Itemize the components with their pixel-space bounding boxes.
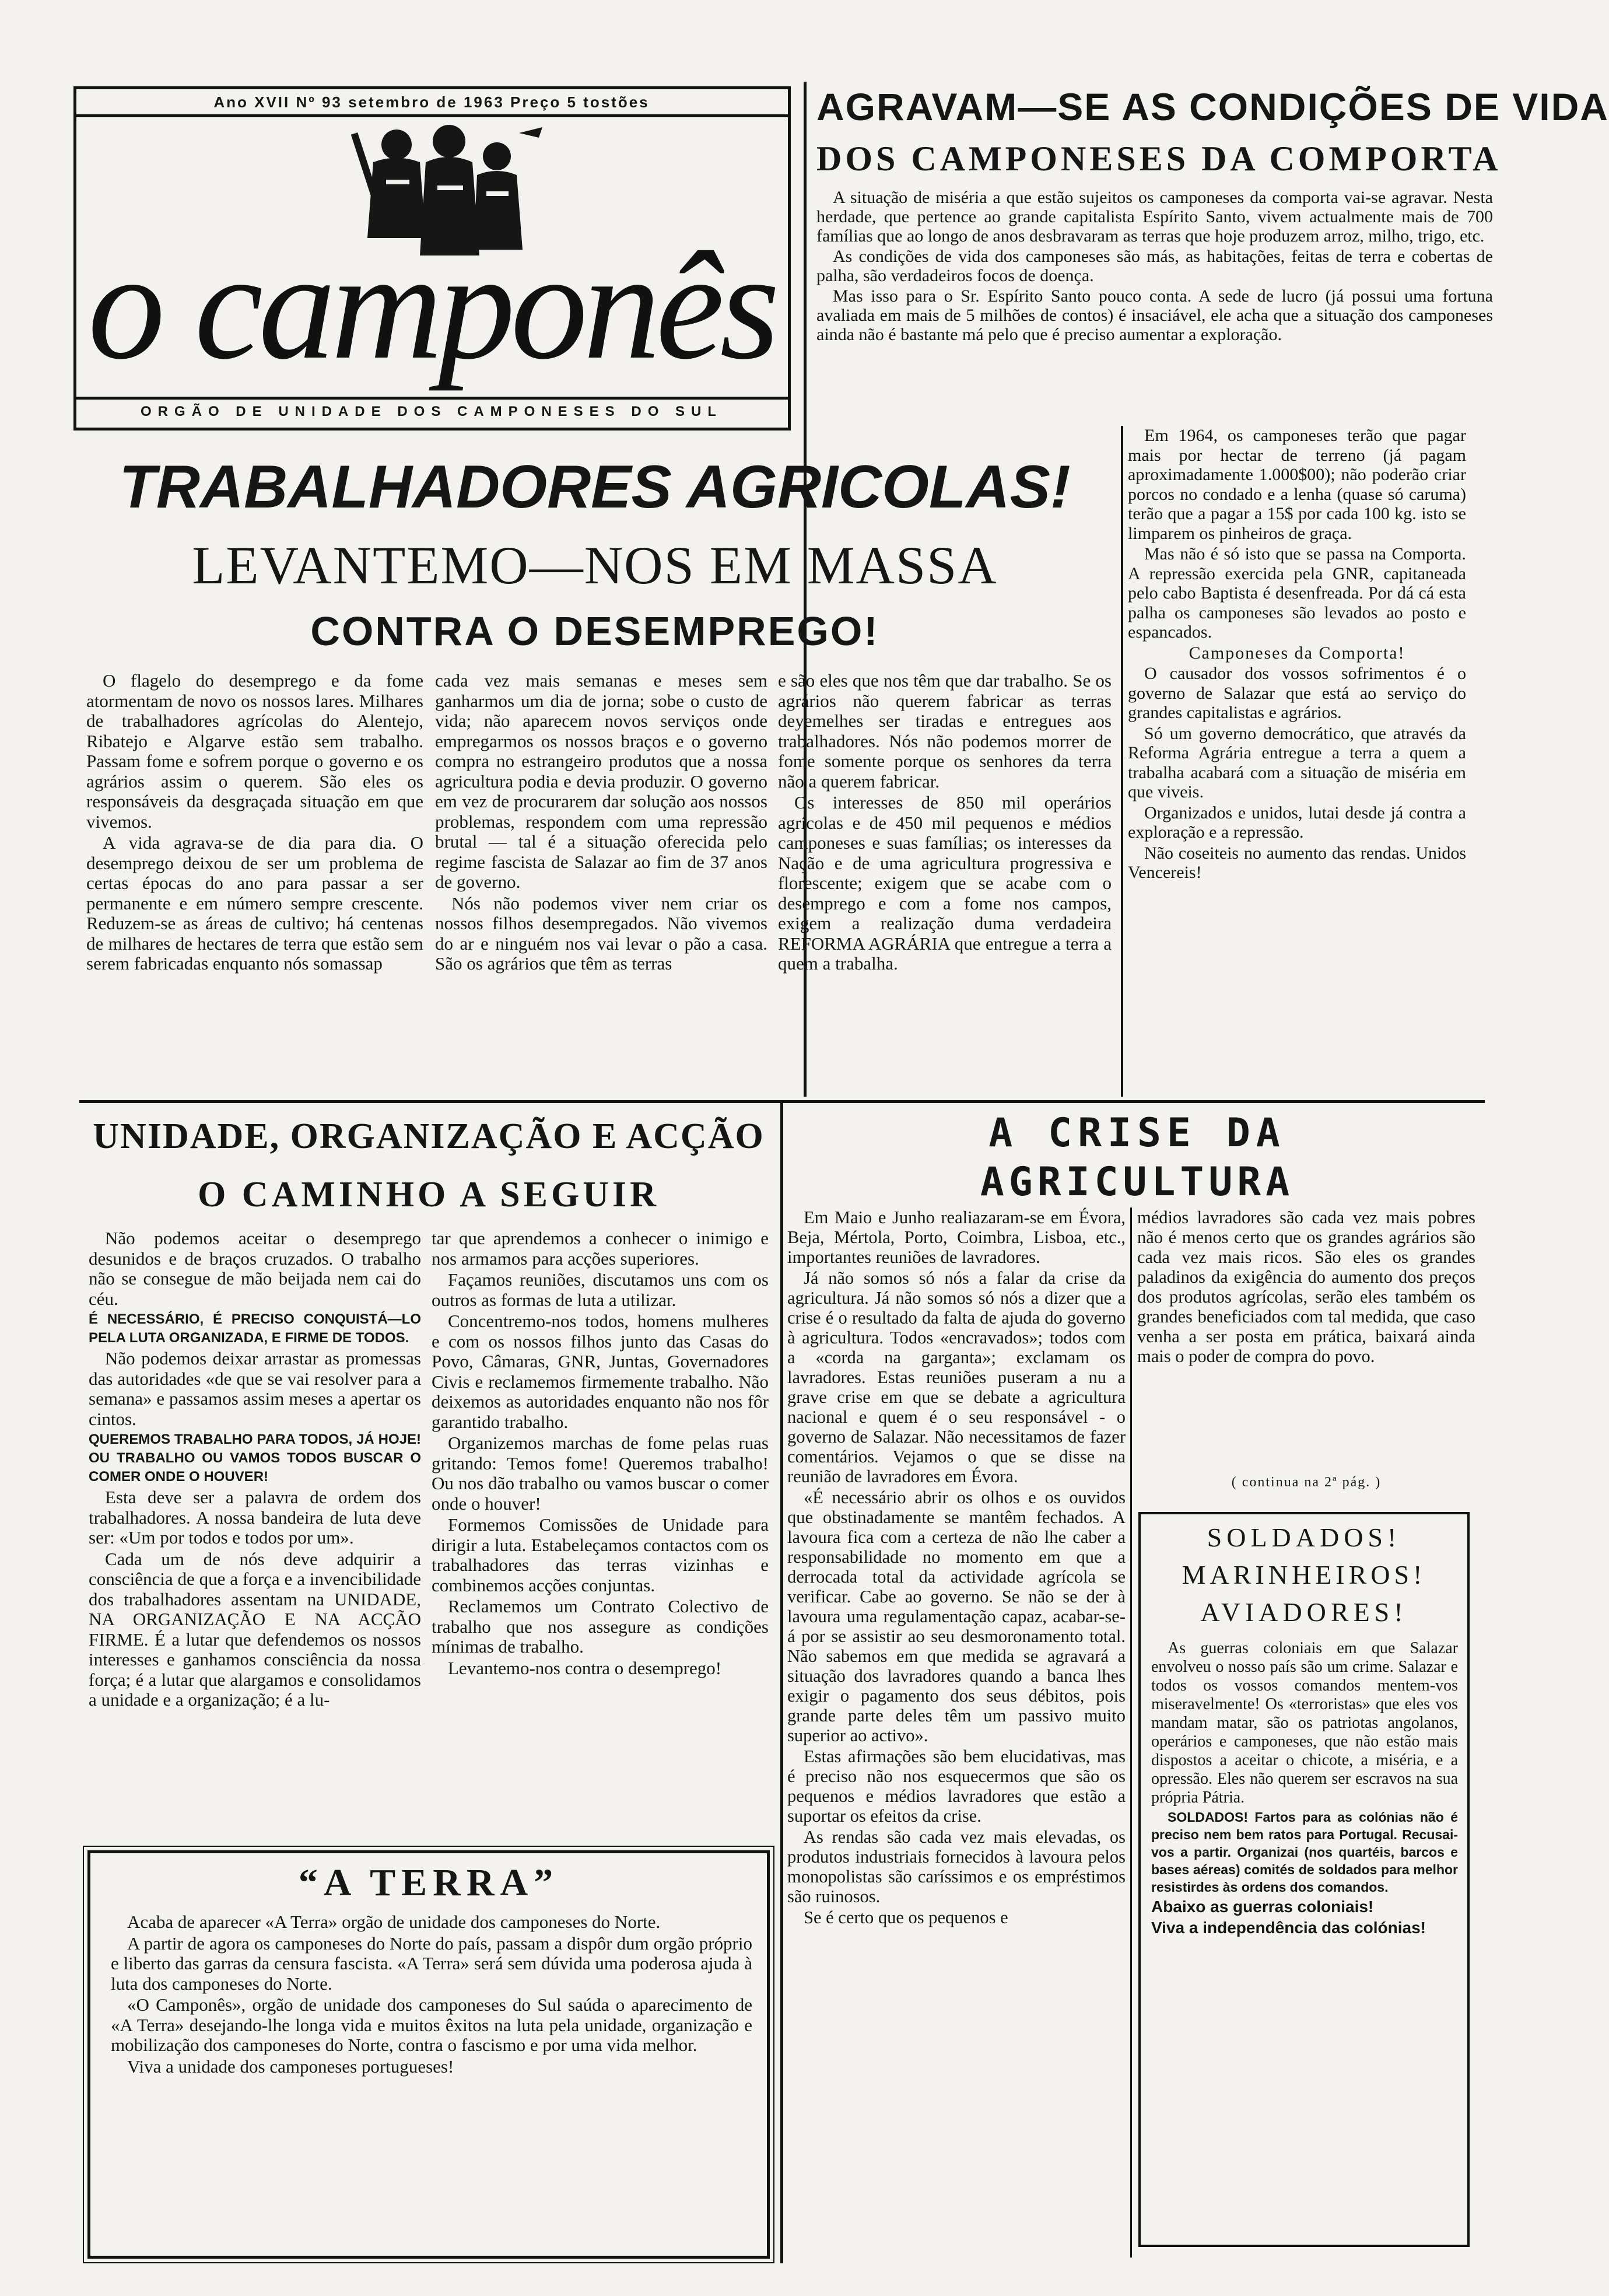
column-rule-bottom (780, 1102, 783, 2263)
main-paragraph: O flagelo do desemprego e da fome atormentam de novo os nossos lares. Milhares de trabalhadores agrícolas do Alentejo, Ribatejo e Algarve estão sem trabalho. Passam fome e sofrem porque o governo e os agrários assim o querem. São eles os responsáveis da desgraçada situação em que vivemos. (86, 670, 423, 832)
main-column-1 (86, 671, 423, 1091)
main-paragraph: A vida agrava-se de dia para dia. O desemprego deixou de ser um problema de certas épocas do ano para passar a ser permanente e em número sempre crescente. Reduzem-se as áreas de cultivo; há centenas de milhares de hectares de terra que estão sem serem fabricadas enquanto nós somassap (86, 832, 423, 974)
masthead-bottom-rule (73, 397, 791, 400)
comporta-headline-1: AGRAVAM—SE AS CONDIÇÕES DE VIDA (816, 85, 1609, 128)
unidade-paragraph: Levantemo-nos contra o desemprego! (448, 1657, 722, 1678)
crise-paragraph: As rendas são cada vez mais elevadas, os produtos industriais fornecidos à lavoura pelos monopolistas são caríssimos e os empréstimos são ruinosos. (787, 1827, 1126, 1906)
crise-paragraph: médios lavradores são cada vez mais pobres não é menos certo que os grandes agrários são cada vez mais ricos. São eles os grandes paladinos da exigência do aumento dos preços dos produtos agrícolas, serão eles também os grandes beneficiados com tal medida, que caso venha a ser posta em prática, baixará ainda mais o poder de compra do povo. (1137, 1208, 1475, 1366)
main-paragraph: Os interesses de 850 mil operários agrícolas e de 450 mil pequenos e médios camponeses e suas famílias; os interesses da Nação e de uma agricultura progressiva e florescente; exigem que se acabe com o desemprego e com a fome nos campos, exigem a realização duma verdadeira REFORMA AGRÁRIA que entregue a terra a quem a trabalha. (778, 792, 1112, 974)
masthead-top-rule (73, 114, 791, 117)
masthead-tagline: ORGÃO DE UNIDADE DOS CAMPONESES DO SUL (140, 404, 723, 419)
crise-headline-1: A CRISE DA (988, 1110, 1286, 1156)
soldados-paragraph: SOLDADOS! Fartos para as colónias não é preciso nem bem ratos para Portugal. Recusai-vos a partir. Organizai (nos quartéis, barcos e bases aéreas) comités de soldados para melhor resistirdes às ordens dos comandos. (1151, 1810, 1458, 1895)
crise-continued-note: ( continua na 2ª pág. ) (1231, 1475, 1382, 1490)
main-headline-3: CONTRA O DESEMPREGO! (310, 608, 879, 654)
unidade-paragraph: Concentremo-nos todos, homens mulheres e com os nossos filhos junto das Casas do Povo, Câmaras, GNR, Juntas, Governadores Civis e reclamemos firmemente trabalho. Não deixemos as autoridades enquanto não nos fôr garantido trabalho. (432, 1311, 769, 1432)
main-column-3 (778, 671, 1112, 1091)
main-headline-1: TRABALHADORES AGRICOLAS! (119, 453, 1071, 521)
comporta-headline-2: DOS CAMPONESES DA COMPORTA (816, 139, 1502, 178)
crise-paragraph: «É necessário abrir os olhos e os ouvidos que obstinadamente se mantêm fechados. A lavoura fica com a certeza de não lhe caber a responsabilidade no momento em que a derrocada total da actividade agrícola se verificar. Cabe ao governo. Se não se der à lavoura uma regulamentação capaz, acabar-se-á por se assistir ao seu desmoronamento total. Não sabemos em que medida se agravará a situação dos lavradores quando a banca lhes exigir o pagamento dos seus débitos, pois grande parte deles têm um passivo muito superior ao activo». (787, 1488, 1126, 1745)
soldados-paragraph: Viva a independência das colónias! (1151, 1919, 1426, 1937)
soldados-body (1151, 1639, 1458, 2240)
comporta-paragraph: Mas isso para o Sr. Espírito Santo pouco conta. A sede de lucro (já possui uma fortuna avaliada em mais de 5 milhões de contos) é insaciável, ele acha que a situação dos camponeses ainda não é bastante má pelo que é preciso aumentar a exploração. (816, 286, 1493, 344)
unidade-bold-paragraph: É NECESSÁRIO, É PRECISO CONQUISTÁ—LO PELA LUTA ORGANIZADA, E FIRME DE TODOS. (89, 1311, 421, 1346)
main-paragraph: Nós não podemos viver nem criar os nossos filhos desempregados. Não vivemos do ar e ninguém nos vai levar o pão a casa. São os agrários que têm as terras (435, 892, 767, 974)
soldados-paragraph: As guerras coloniais em que Salazar envolveu o nosso país são um crime. Salazar e todos os vossos comandos mentem-vos miseravelmente! Os «terroristas» que eles vos mandam matar, são os patriotas angolanos, operários e camponeses, que não estão mais dispostos a aceitar o chicote, a miséria, e a opressão. Eles não querem ser escravos na sua própria Pátria. (1151, 1639, 1458, 1807)
side-paragraph: Mas não é só isto que se passa na Comporta. A repressão exercida pela GNR, capitaneada pelo cabo Baptista é desenfreada. Por dá cá esta palha os camponeses são levados ao posto e espancados. (1128, 544, 1466, 642)
soldados-headline-2: MARINHEIROS! (1182, 1560, 1426, 1590)
side-paragraph: Não coseiteis no aumento das rendas. Unidos Vencereis! (1128, 843, 1466, 882)
unidade-paragraph: tar que aprendemos a conhecer o inimigo e nos armamos para acções superiores. (432, 1228, 769, 1269)
crise-paragraph: Já não somos só nós a falar da crise da agricultura. Já não somos só nós a dizer que a crise é o resultado da falta de ajuda do governo à agricultura. Todos «encravados»; todos com a «corda na garganta»; exclamam os lavradores. Estas reuniões puseram a nu a grave crise em que se debate a agricultura nacional e quem é o seu responsável - o governo de Salazar. Não necessitamos de fazer comentários. Vejamos o que se disse na reunião de lavradores em Évora. (787, 1268, 1126, 1486)
unidade-column-1 (89, 1228, 421, 1829)
side-column-rule (1121, 426, 1123, 1097)
unidade-bold-paragraph: QUEREMOS TRABALHO PARA TODOS, JÁ HOJE! OU TRABALHO OU VAMOS TODOS BUSCAR O COMER ONDE O HOUVER! (89, 1432, 421, 1485)
side-paragraph: Organizados e unidos, lutai desde já contra a exploração e a repressão. (1128, 803, 1466, 842)
unidade-paragraph: Esta deve ser a palavra de ordem dos trabalhadores. A nossa bandeira de luta deve ser: «Um por todos e todos por um». (89, 1487, 421, 1548)
unidade-paragraph: Não podemos aceitar o desemprego desunidos e de braços cruzados. O trabalho não se consegue de mão beijada nem cai do céu. (89, 1228, 421, 1309)
comporta-body (816, 188, 1493, 421)
soldados-headline-3: AVIADORES! (1200, 1597, 1408, 1627)
crise-paragraph: Estas afirmações são bem elucidativas, mas é preciso não nos esquecermos que são os pequenos e médios lavradores que estão a suportar os efeitos da crise. (787, 1746, 1126, 1826)
a-terra-paragraph: A partir de agora os camponeses do Norte do país, passam a dispôr dum orgão próprio e liberto das garras da censura fascista. «A Terra» será sem dúvida uma poderosa ajuda à luta dos camponeses do Norte. (111, 1933, 752, 1994)
unidade-paragraph: Formemos Comissões de Unidade para dirigir a luta. Estabeleçamos contactos com os trabalhadores das terras vizinhas e combinemos acções conjuntas. (432, 1514, 769, 1595)
masthead-logo: o camponês (87, 220, 776, 391)
a-terra-body (111, 1912, 752, 2250)
unidade-paragraph: Não podemos deixar arrastar as promessas das autoridades «de que se vai resolver para a semana» e passamos assim meses a apertar os cintos. (89, 1348, 421, 1429)
side-paragraph: Camponeses da Comporta! (1189, 643, 1405, 663)
crise-column-2 (1137, 1208, 1475, 1470)
unidade-headline-2: O CAMINHO A SEGUIR (198, 1175, 660, 1214)
crise-headline-2: AGRICULTURA (980, 1159, 1295, 1205)
main-headline-2: LEVANTEMO—NOS EM MASSA (192, 536, 998, 595)
crise-column-1 (787, 1208, 1126, 2263)
a-terra-paragraph: Viva a unidade dos camponeses portugueses! (127, 2056, 454, 2077)
main-paragraph: cada vez mais semanas e meses sem ganharmos um dia de jorna; sobe o custo de vida; não aparecem novos serviços onde empregarmos os nossos braços e o governo compra no estrangeiro produtos que a nossa agricultura podia e devia produzir. O governo em vez de procurarem dar solução aos nossos problemas, respondem com uma repressão brutal — tal é a situação oferecida pelo regime fascista de Salazar ao fim de 37 anos de governo. (435, 670, 767, 892)
crise-paragraph: Em Maio e Junho realiazaram-se em Évora, Beja, Mértola, Porto, Coimbra, Lisboa, etc., importantes reuniões de lavradores. (787, 1208, 1126, 1267)
a-terra-paragraph: Acaba de aparecer «A Terra» orgão de unidade dos camponeses do Norte. (127, 1912, 661, 1932)
comporta-paragraph: As condições de vida dos camponeses são más, as habitações, feitas de terra e cobertas de palha, são verdadeiros focos de doença. (816, 247, 1493, 285)
side-paragraph: Só um governo democrático, que através da Reforma Agrária entregue a terra a quem a trabalha acabará com a situação de miséria em que viveis. (1128, 723, 1466, 802)
side-paragraph: Em 1964, os camponeses terão que pagar mais por hectar de terreno (já pagam aproximadamente 1.000$00); não poderão criar porcos no condado e a lenha (quase só caruma) terão que a pagar a 15$ por cada 100 kg. isto se limparem os pinheiros de graça. (1128, 426, 1466, 543)
crise-paragraph: Se é certo que os pequenos e (804, 1908, 1008, 1927)
a-terra-paragraph: «O Camponês», orgão de unidade dos camponeses do Sul saúda o aparecimento de «A Terra» desejando-lhe longa vida e muitos êxitos na luta pela unidade, organização e mobilização dos camponeses do Norte, contra o fascismo e por uma vida melhor. (111, 1994, 752, 2055)
side-paragraph: O causador dos vossos sofrimentos é o governo de Salazar que está ao serviço do grandes capitalistas e agrários. (1128, 664, 1466, 722)
a-terra-headline: “A TERRA” (298, 1861, 559, 1904)
unidade-paragraph: Reclamemos um Contrato Colectivo de trabalho que nos assegure as condições mínimas de trabalho. (432, 1596, 769, 1657)
unidade-headline-1: UNIDADE, ORGANIZAÇÃO E ACÇÃO (93, 1116, 765, 1156)
main-column-2 (435, 671, 767, 1091)
soldados-headline-1: SOLDADOS! (1207, 1522, 1401, 1552)
unidade-column-2 (432, 1228, 769, 1829)
unidade-paragraph: Organizemos marchas de fome pelas ruas gritando: Temos fome! Queremos trabalho! Ou nos dão trabalho ou vamos buscar o comer onde o houver! (432, 1433, 769, 1514)
unidade-paragraph: Façamos reuniões, discutamos uns com os outros as formas de luta a utilizar. (432, 1269, 769, 1310)
crise-column-rule (1130, 1208, 1132, 2258)
issue-line: Ano XVII Nº 93 setembro de 1963 Preço 5 tostões (213, 93, 650, 111)
soldados-paragraph: Abaixo as guerras coloniais! (1151, 1898, 1374, 1916)
comporta-side-column (1128, 426, 1466, 1091)
comporta-paragraph: A situação de miséria a que estão sujeitos os camponeses da comporta vai-se agravar. Nesta herdade, que pertence ao grande capitalista Espírito Santo, vivem actualmente mais de 700 famílias que ao longo de anos desbravaram as terras que hoje produzem arroz, milho, trigo, etc. (816, 188, 1493, 246)
main-paragraph: e são eles que nos têm que dar trabalho. Se os agrários não querem fabricar as terras deyemelhes ser tiradas e entregues aos trabalhadores. Nós não podemos morrer de fome somente porque os senhores da terra não a querem fabricar. (778, 670, 1112, 792)
unidade-paragraph: Cada um de nós deve adquirir a consciência de que a força e a invencibilidade dos trabalhadores assentam na UNIDADE, NA ORGANIZAÇÃO E NA ACÇÃO FIRME. É a lutar que defendemos os nossos interesses e ganhamos consciência da nossa força; é a lutar que alargamos e consolidamos a unidade e a organização; é a lu- (89, 1548, 421, 1710)
